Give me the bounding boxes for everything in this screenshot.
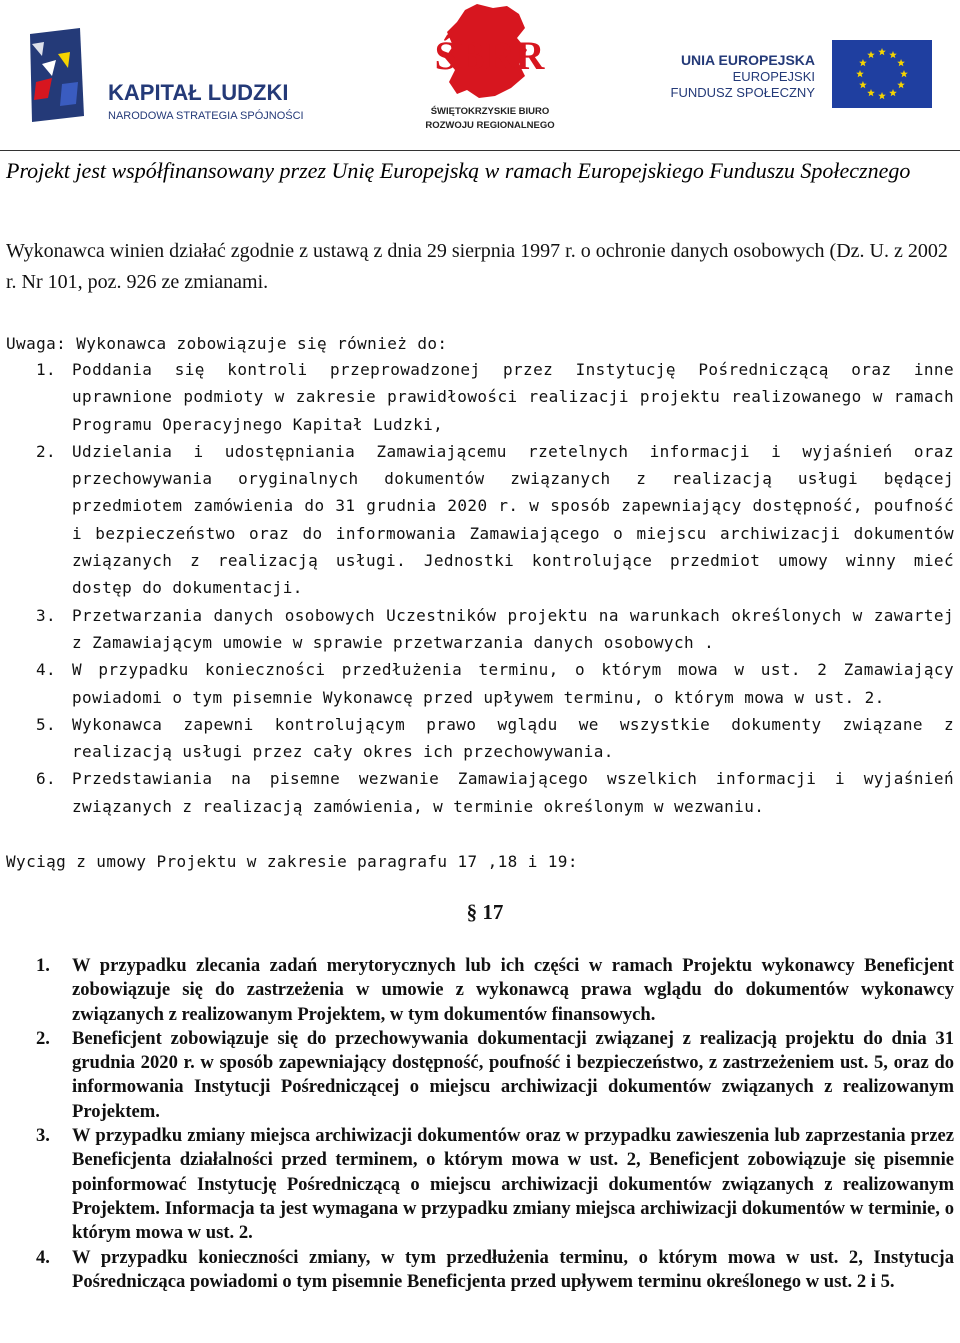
item-number: 1. <box>36 360 57 379</box>
item-number: 1. <box>36 955 50 976</box>
kapital-ludzki-subtitle: NARODOWA STRATEGIA SPÓJNOŚCI <box>108 110 304 122</box>
header-divider <box>0 150 960 151</box>
kapital-ludzki-title: KAPITAŁ LUDZKI <box>108 80 289 105</box>
eu-flag-icon <box>832 40 932 108</box>
paragraph-item <box>36 1246 954 1295</box>
eu-line3: FUNDUSZ SPOŁECZNY <box>670 85 815 100</box>
kapital-ludzki-emblem-icon <box>22 24 86 124</box>
obligation-item <box>36 711 954 766</box>
item-number: 2. <box>36 441 57 461</box>
header-logos <box>0 0 960 145</box>
item-text: W przypadku konieczności przedłużenia terminu, o którym mowa w ust. 2 Zamawiający powiadomi o tym pisemnie Wykonawcę przed upływem terminu, o którym mowa w ust. 2. <box>72 660 954 707</box>
item-text: Przedstawiania na pisemne wezwanie Zamawiającego wszelkich informacji i wyjaśnień związanych z realizacją zamówienia, w terminie określonym w wezwaniu. <box>72 769 954 816</box>
item-text: Wykonawca zapewni kontrolującym prawo wglądu we wszystkie dokumenty związane z realizacją usługi przez cały okres ich przechowywania. <box>72 714 954 762</box>
obligations-list <box>36 356 954 820</box>
obligation-item <box>36 656 954 711</box>
kapital-ludzki-logo <box>22 24 304 124</box>
extract-heading: Wyciąg z umowy Projektu w zakresie paragrafu 17 ,18 i 19: <box>6 852 578 871</box>
sbrr-line2: ROZWOJU REGIONALNEGO <box>425 120 555 131</box>
item-number: 5. <box>36 714 57 734</box>
paragraph-17-list <box>36 954 954 1294</box>
item-text: Przetwarzania danych osobowych Uczestników projektu na warunkach określonych w zawartej z Zamawiającym umowie w sprawie przetwarzania danych osobowych . <box>72 605 954 652</box>
item-text: Udzielania i udostępniania Zamawiającemu rzetelnych informacji i wyjaśnień oraz przechowywania oryginalnych dokumentów związanych z realizacją usługi będącej przedmiotem zamówienia do 31 grudnia 2020 r. w sposób zapewniający dostępność, poufność i bezpieczeństwo oraz do informowania Zamawiającego o miejscu archiwizacji dokumentów związanych z realizacją usługi. Jednostki kontrolujące przedmiot umowy winny mieć dostęp do dokumentacji. <box>72 441 954 598</box>
item-text: W przypadku zlecania zadań merytorycznych lub ich części w ramach Projektu wykonawcy Beneficjent zobowiązuje się do zastrzeżenia w umowie z wykonawcą prawa wglądu do dokumentów wykonawcy związanych z realizowanym Projektem, w tym dokumentów finansowych. <box>72 955 954 1025</box>
obligation-item <box>36 765 954 820</box>
item-number: 3. <box>36 1125 50 1147</box>
item-number: 6. <box>36 769 57 789</box>
sbrr-line1: ŚWIĘTOKRZYSKIE BIURO <box>430 106 550 117</box>
item-number: 2. <box>36 1027 50 1049</box>
obligations-heading: Uwaga: Wykonawca zobowiązuje się również do: <box>6 334 448 353</box>
item-text: Poddania się kontroli przeprowadzonej przez Instytucję Pośredniczącą oraz inne uprawnione podmioty w zakresie prawidłowości realizacji projektu realizowanego w ramach Programu Operacyjnego Kapitał Ludzki, <box>72 360 954 434</box>
item-text: W przypadku zmiany miejsca archiwizacji dokumentów oraz w przypadku zawieszenia lub zaprzestania przez Beneficjenta działalności przed terminem, o którym mowa w ust. 2, Beneficjent zobowiązuje się pisemnie poinformować Instytucję Pośredniczącą o miejscu archiwizacji dokumentów związanych z realizowanym Projektem. Informacja ta jest wymagana w przypadku zmiany miejsca archiwizacji dokumentów w terminie, o którym mowa w ust. 2. <box>72 1125 954 1244</box>
cofinancing-statement: Projekt jest współfinansowany przez Unię Europejską w ramach Europejskiego Funduszu Społecznego <box>6 158 911 183</box>
item-number: 4. <box>36 660 57 680</box>
item-text: W przypadku konieczności zmiany, w tym przedłużenia terminu, o którym mowa w ust. 2, Instytucja Pośrednicząca powiadomi o tym pisemnie Beneficjenta przed upływem terminu określonego w ust. 2 i 5. <box>72 1246 954 1292</box>
item-number: 3. <box>36 605 57 625</box>
eu-logo <box>670 40 935 112</box>
obligation-item <box>36 356 954 438</box>
paragraph-item <box>36 954 954 1027</box>
paragraph-item <box>36 1124 954 1245</box>
obligation-item <box>36 602 954 657</box>
item-text: Beneficjent zobowiązuje się do przechowywania dokumentacji związanej z realizacją projektu do dnia 31 grudnia 2020 r. w sposób zapewniający dostępność, poufność i bezpieczeństwo, z zastrzeżeniem ust. 5, oraz do informowania Instytucji Pośredniczącej o miejscu archiwizacji dokumentów związanych z realizowanym Projektem. <box>72 1027 954 1122</box>
eu-line1: UNIA EUROPEJSKA <box>680 52 815 68</box>
eu-line2: EUROPEJSKI <box>732 69 815 84</box>
obligation-item <box>36 438 954 602</box>
paragraph-17-heading: § 17 <box>466 900 504 924</box>
item-number: 4. <box>36 1246 50 1268</box>
sbrr-logo <box>415 2 565 134</box>
intro-paragraph: Wykonawca winien działać zgodnie z ustawą z dnia 29 sierpnia 1997 r. o ochronie danych osobowych (Dz. U. z 2002 r. Nr 101, poz. 926 ze zmianami. <box>6 240 948 293</box>
paragraph-item <box>36 1027 954 1124</box>
sbrr-name: ŚBRR <box>434 33 546 78</box>
